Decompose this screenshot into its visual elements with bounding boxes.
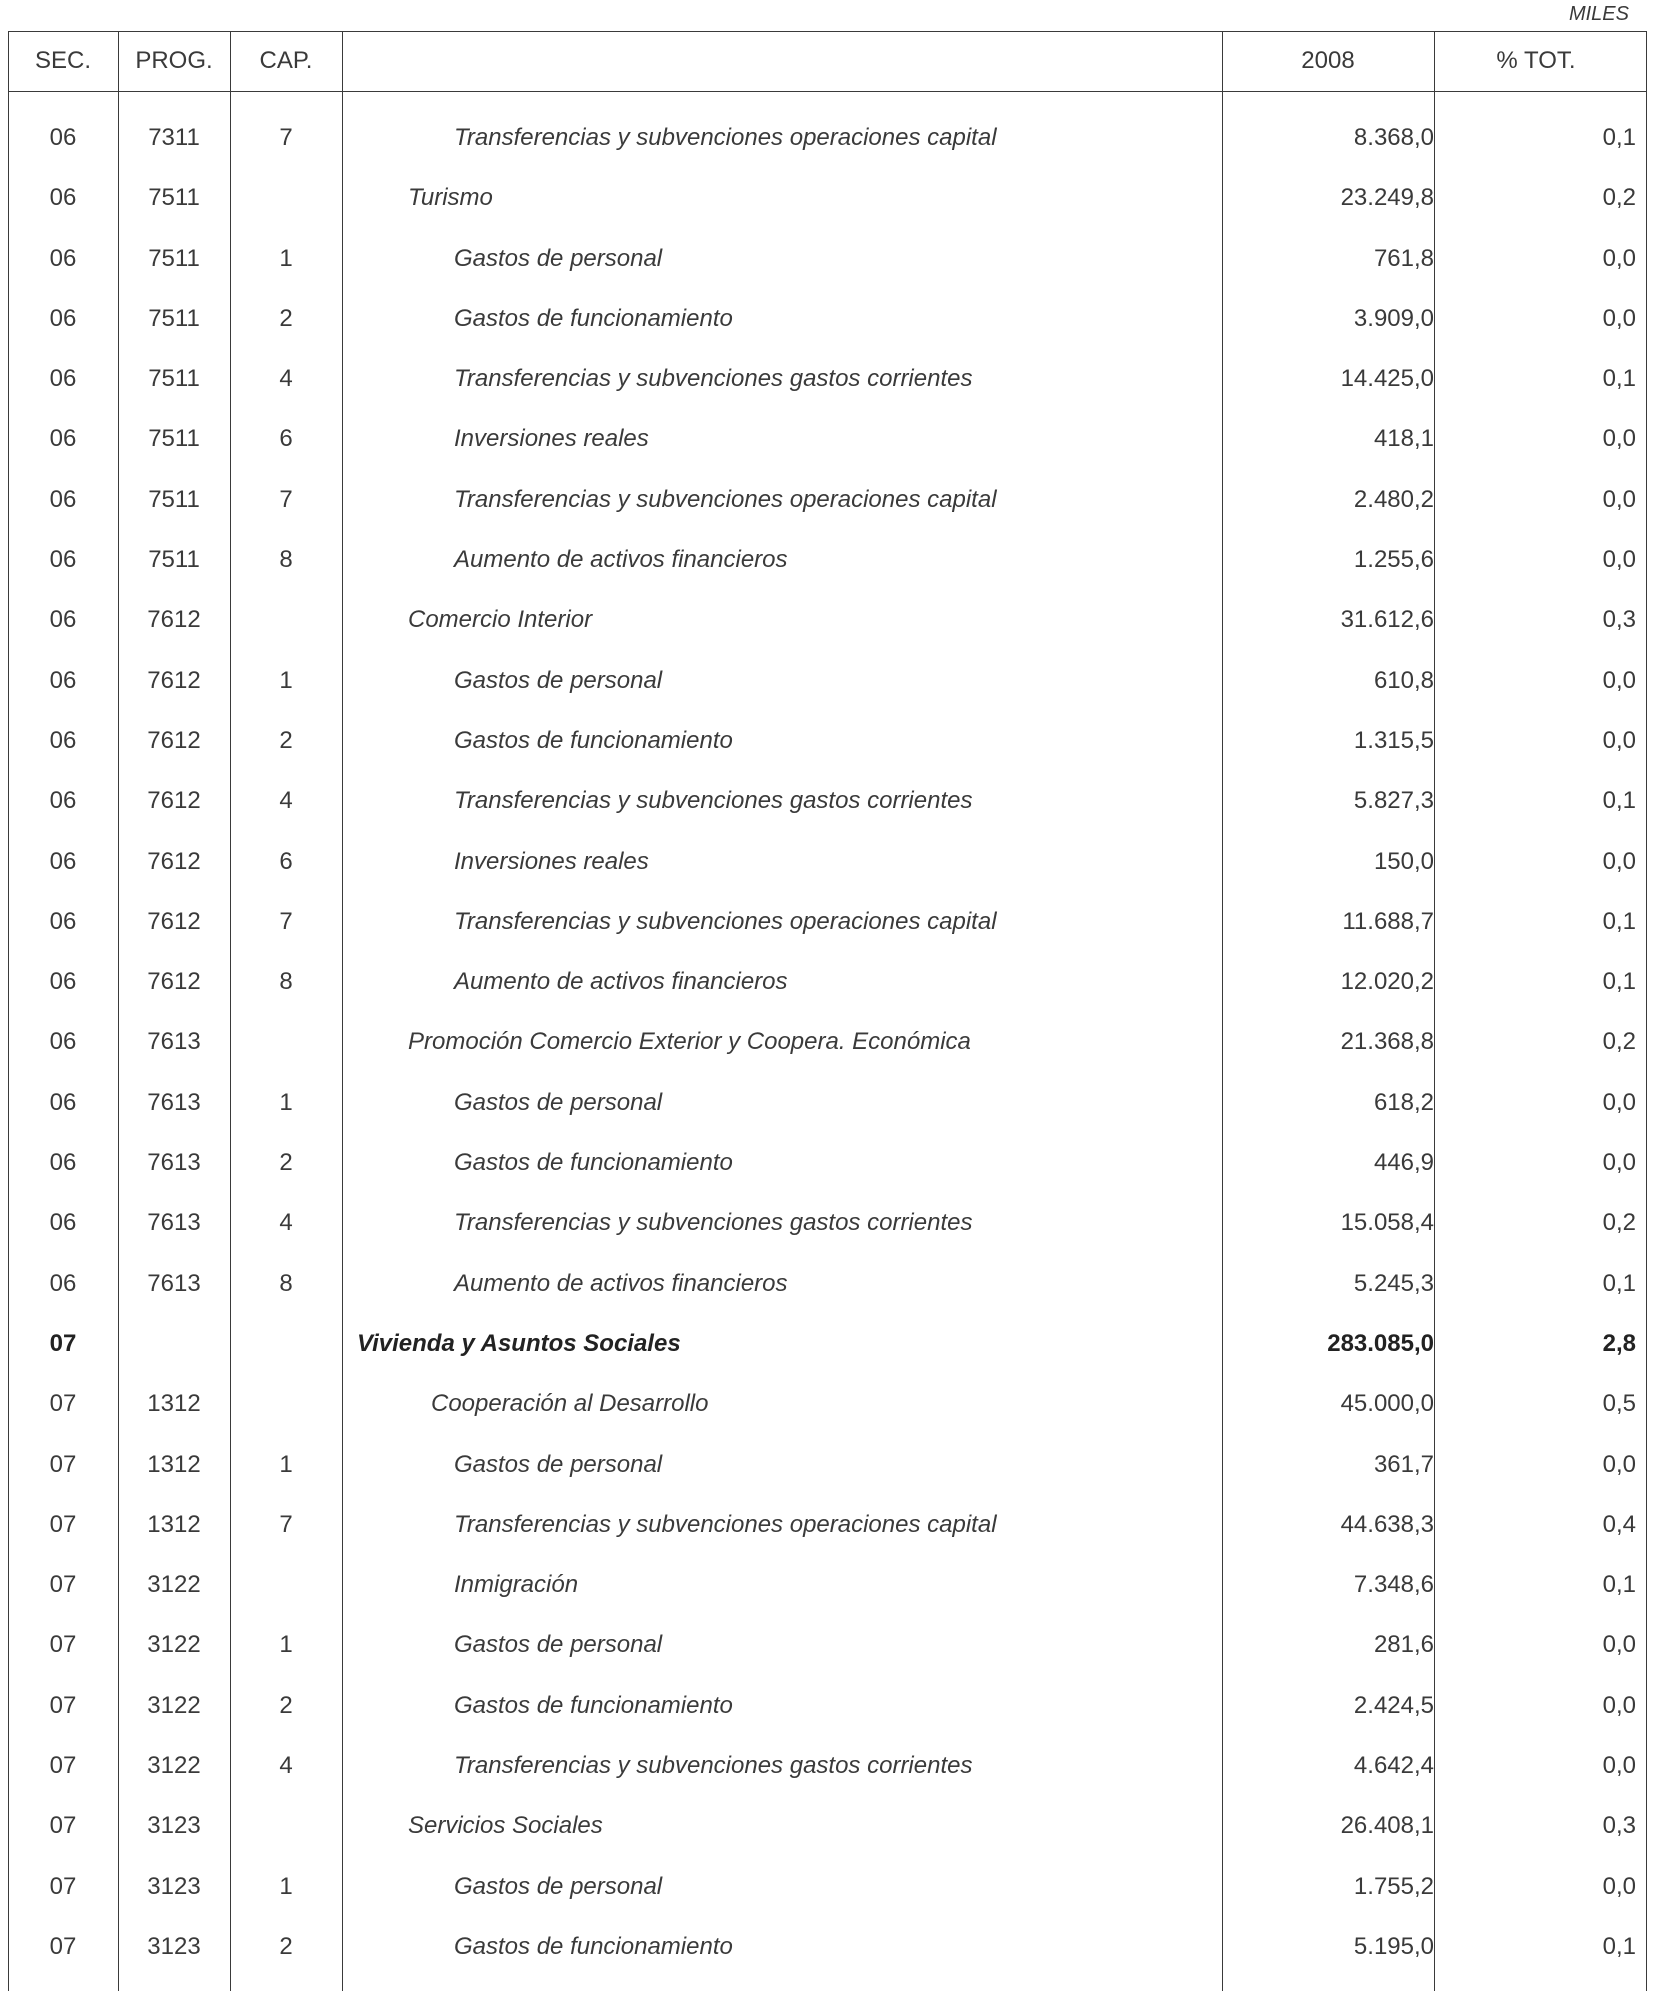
cell-prog: 7613: [147, 1149, 201, 1177]
cell-prog: 1312: [147, 1390, 201, 1418]
cell-prog: [118, 1314, 230, 1374]
cell-sec: 06: [49, 304, 77, 332]
header-year: 2008: [1301, 47, 1355, 74]
table-row: [8, 1193, 1647, 1253]
cell-value: 44.638,3: [1340, 1510, 1434, 1538]
cell-description: Gastos de personal: [454, 244, 663, 272]
cell-cap: 1: [279, 1631, 293, 1659]
cell-description: Gastos de funcionamiento: [454, 304, 733, 332]
cell-description: Transferencias y subvenciones gastos corrientes: [454, 365, 973, 393]
cell-sec: 07: [49, 1752, 77, 1780]
cell-sec: 06: [49, 1149, 77, 1177]
cell-description: Vivienda y Asuntos Sociales: [357, 1329, 681, 1357]
table-row: [8, 108, 1647, 168]
cell-prog: 7511: [148, 485, 200, 513]
cell-description: Aumento de activos financieros: [454, 968, 788, 996]
cell-value: 21.368,8: [1340, 1028, 1434, 1056]
cell-value: 3.909,0: [1353, 304, 1434, 332]
cell-value: 1.255,6: [1353, 546, 1434, 574]
cell-sec: 06: [49, 847, 77, 875]
cell-description: Transferencias y subvenciones operaciones capital: [454, 907, 997, 935]
cell-sec: 06: [49, 726, 77, 754]
cell-prog: 7511: [148, 244, 200, 272]
table-row: [8, 651, 1647, 711]
cell-description: Gastos de funcionamiento: [454, 1932, 733, 1960]
cell-prog: 1312: [147, 1510, 201, 1538]
cell-value: 150,0: [1373, 847, 1434, 875]
cell-pct: 0,4: [1602, 1510, 1636, 1538]
cell-value: 418,1: [1373, 425, 1434, 453]
cell-value: 2.424,5: [1353, 1691, 1434, 1719]
cell-prog: 3122: [147, 1631, 201, 1659]
cell-value: 8.368,0: [1353, 124, 1434, 151]
table-row: [8, 1615, 1647, 1675]
cell-description: Transferencias y subvenciones gastos corrientes: [454, 1752, 973, 1780]
table-row: [8, 1857, 1647, 1917]
cell-prog: 7612: [147, 787, 201, 815]
cell-description: Gastos de funcionamiento: [454, 1149, 733, 1177]
cell-cap: [230, 1012, 342, 1072]
cell-sec: 07: [49, 1691, 77, 1719]
cell-pct: 0,2: [1602, 1028, 1636, 1056]
cell-pct: 0,5: [1602, 1390, 1636, 1418]
table-row: [8, 530, 1647, 590]
cell-cap: 7: [279, 485, 293, 513]
table-row: [8, 952, 1647, 1012]
cell-description: Transferencias y subvenciones operaciones capital: [454, 485, 997, 513]
cell-sec: 07: [49, 1450, 77, 1478]
cell-value: 1.315,5: [1353, 726, 1434, 754]
cell-description: Inmigración: [454, 1571, 579, 1599]
cell-cap: 2: [279, 726, 293, 754]
cell-description: Gastos de funcionamiento: [454, 1691, 733, 1719]
cell-value: 1.755,2: [1353, 1872, 1434, 1900]
cell-pct: 0,0: [1602, 666, 1636, 694]
cell-pct: 0,0: [1602, 1088, 1636, 1116]
cell-prog: 3122: [147, 1691, 201, 1719]
cell-value: 446,9: [1373, 1149, 1434, 1177]
cell-value: 11.688,7: [1342, 907, 1434, 935]
cell-value: 610,8: [1373, 666, 1434, 694]
table-row: [8, 1555, 1647, 1615]
cell-prog: 7613: [147, 1088, 201, 1116]
cell-prog: 7511: [148, 365, 200, 393]
cell-description: Transferencias y subvenciones gastos corrientes: [454, 787, 973, 815]
table-body: [8, 108, 1647, 1977]
table-row: [8, 771, 1647, 831]
cell-pct: 0,0: [1602, 546, 1636, 574]
cell-pct: 0,1: [1602, 1932, 1636, 1960]
cell-value: 281,6: [1373, 1631, 1434, 1659]
cell-cap: [230, 590, 342, 650]
cell-pct: 0,0: [1602, 1752, 1636, 1780]
table-row: [8, 409, 1647, 469]
cell-cap: 8: [279, 1269, 293, 1297]
cell-description: Inversiones reales: [454, 425, 649, 453]
cell-prog: 3122: [147, 1752, 201, 1780]
cell-prog: 3123: [147, 1812, 201, 1840]
cell-sec: 06: [49, 606, 77, 634]
cell-prog: 7612: [147, 666, 201, 694]
cell-description: Aumento de activos financieros: [454, 546, 788, 574]
cell-prog: 7613: [147, 1269, 201, 1297]
cell-sec: 06: [49, 1088, 77, 1116]
cell-pct: 0,0: [1602, 847, 1636, 875]
cell-value: 26.408,1: [1340, 1812, 1434, 1840]
cell-pct: 0,3: [1602, 1812, 1636, 1840]
cell-sec: 06: [49, 546, 77, 574]
cell-cap: 2: [279, 1691, 293, 1719]
table-row: [8, 1736, 1647, 1796]
cell-cap: 7: [279, 907, 293, 935]
cell-prog: 3122: [147, 1571, 201, 1599]
cell-sec: 07: [49, 1390, 77, 1418]
header-cap: CAP.: [259, 47, 313, 74]
header-prog: PROG.: [135, 47, 213, 74]
cell-cap: 1: [279, 1872, 293, 1900]
cell-description: Promoción Comercio Exterior y Coopera. Económica: [408, 1028, 971, 1056]
cell-pct: 0,1: [1602, 365, 1636, 393]
cell-prog: 7511: [148, 546, 200, 574]
table-row: [8, 1495, 1647, 1555]
cell-cap: 7: [279, 124, 293, 151]
cell-cap: 1: [279, 244, 293, 272]
cell-pct: 0,1: [1602, 968, 1636, 996]
cell-value: 5.827,3: [1353, 787, 1434, 815]
table-row: [8, 590, 1647, 650]
cell-pct: 0,2: [1602, 184, 1636, 212]
cell-sec: 06: [49, 1209, 77, 1237]
cell-description: Aumento de activos financieros: [454, 1269, 788, 1297]
table-row: [8, 1133, 1647, 1193]
cell-prog: 1312: [147, 1450, 201, 1478]
cell-sec: 06: [49, 1028, 77, 1056]
cell-value: 2.480,2: [1353, 485, 1434, 513]
cell-value: 283.085,0: [1327, 1329, 1434, 1357]
table-row: [8, 168, 1647, 228]
cell-sec: 07: [49, 1812, 77, 1840]
header-pct: % TOT.: [1496, 47, 1576, 74]
cell-prog: 7612: [147, 968, 201, 996]
cell-pct: 0,1: [1602, 787, 1636, 815]
cell-sec: 06: [49, 968, 77, 996]
cell-pct: 0,0: [1602, 485, 1636, 513]
table-row: [8, 289, 1647, 349]
cell-cap: 4: [279, 1752, 293, 1780]
cell-cap: [230, 1555, 342, 1615]
cell-description: Turismo: [408, 184, 493, 212]
cell-value: 5.195,0: [1353, 1932, 1434, 1960]
cell-description: Gastos de personal: [454, 666, 663, 694]
cell-sec: 06: [49, 244, 77, 272]
cell-cap: [230, 168, 342, 228]
table-row: [8, 1012, 1647, 1072]
cell-pct: 0,0: [1602, 244, 1636, 272]
cell-description: Gastos de personal: [454, 1088, 663, 1116]
table-row: [8, 1073, 1647, 1133]
cell-value: 12.020,2: [1340, 968, 1434, 996]
cell-cap: 4: [279, 365, 293, 393]
table-row: [8, 892, 1647, 952]
cell-sec: 06: [49, 1269, 77, 1297]
cell-value: 31.612,6: [1340, 606, 1434, 634]
table-row: [8, 1676, 1647, 1736]
table-row: [8, 711, 1647, 771]
header-sec: SEC.: [34, 47, 91, 74]
cell-sec: 07: [49, 1872, 77, 1900]
cell-description: Transferencias y subvenciones operaciones capital: [454, 1510, 997, 1538]
cell-cap: 7: [279, 1510, 293, 1538]
cell-cap: 1: [279, 1088, 293, 1116]
cell-value: 5.245,3: [1353, 1269, 1434, 1297]
table-row: [8, 229, 1647, 289]
table-row: [8, 1314, 1647, 1374]
cell-value: 23.249,8: [1340, 184, 1434, 212]
cell-description: Gastos de personal: [454, 1450, 663, 1478]
cell-prog: 7311: [148, 124, 200, 151]
cell-cap: 2: [279, 1149, 293, 1177]
cell-value: 4.642,4: [1353, 1752, 1434, 1780]
cell-pct: 0,0: [1602, 1149, 1636, 1177]
cell-prog: 7613: [147, 1028, 201, 1056]
cell-sec: 06: [49, 425, 77, 453]
cell-sec: 06: [49, 787, 77, 815]
units-label: MILES: [1568, 3, 1629, 25]
cell-pct: 2,8: [1602, 1329, 1636, 1357]
cell-prog: 7612: [147, 847, 201, 875]
table-row: [8, 349, 1647, 409]
cell-pct: 0,0: [1602, 726, 1636, 754]
cell-pct: 0,1: [1602, 1571, 1636, 1599]
cell-value: 15.058,4: [1340, 1209, 1434, 1237]
cell-description: Cooperación al Desarrollo: [431, 1390, 709, 1418]
cell-prog: 7613: [147, 1209, 201, 1237]
cell-sec: 06: [49, 907, 77, 935]
cell-value: 761,8: [1373, 244, 1434, 272]
cell-sec: 06: [49, 365, 77, 393]
table-row: [8, 470, 1647, 530]
cell-pct: 0,0: [1602, 1631, 1636, 1659]
cell-cap: [230, 1374, 342, 1434]
cell-sec: 07: [49, 1631, 77, 1659]
cell-prog: 7612: [147, 606, 201, 634]
cell-cap: 2: [279, 304, 293, 332]
cell-sec: 06: [49, 184, 77, 212]
cell-pct: 0,0: [1602, 304, 1636, 332]
cell-value: 618,2: [1373, 1088, 1434, 1116]
cell-pct: 0,3: [1602, 606, 1636, 634]
cell-description: Transferencias y subvenciones gastos corrientes: [454, 1209, 973, 1237]
header-description: [342, 31, 1222, 91]
header-divider: [8, 91, 1647, 92]
cell-prog: 3123: [147, 1932, 201, 1960]
cell-prog: 7511: [148, 184, 200, 212]
cell-description: Comercio Interior: [408, 606, 593, 634]
cell-cap: [230, 1314, 342, 1374]
cell-cap: 4: [279, 787, 293, 815]
cell-value: 45.000,0: [1340, 1390, 1434, 1418]
cell-prog: 7612: [147, 907, 201, 935]
cell-sec: 07: [49, 1932, 77, 1960]
cell-pct: 0,0: [1602, 1691, 1636, 1719]
cell-cap: 6: [279, 847, 293, 875]
cell-value: 361,7: [1373, 1450, 1434, 1478]
cell-sec: 06: [49, 485, 77, 513]
cell-sec: 07: [49, 1329, 77, 1357]
table-row: [8, 1435, 1647, 1495]
cell-cap: 1: [279, 1450, 293, 1478]
cell-description: Inversiones reales: [454, 847, 649, 875]
cell-pct: 0,0: [1602, 1450, 1636, 1478]
cell-description: Gastos de personal: [454, 1872, 663, 1900]
table-row: [8, 1254, 1647, 1314]
cell-cap: 8: [279, 546, 293, 574]
cell-cap: 6: [279, 425, 293, 453]
cell-cap: 2: [279, 1932, 293, 1960]
cell-pct: 0,0: [1602, 425, 1636, 453]
cell-cap: 8: [279, 968, 293, 996]
cell-prog: 7511: [148, 304, 200, 332]
cell-pct: 0,2: [1602, 1209, 1636, 1237]
cell-sec: 06: [49, 124, 77, 151]
cell-description: Servicios Sociales: [408, 1812, 603, 1840]
cell-prog: 3123: [147, 1872, 201, 1900]
cell-pct: 0,0: [1602, 1872, 1636, 1900]
cell-sec: 07: [49, 1510, 77, 1538]
cell-value: 14.425,0: [1340, 365, 1434, 393]
cell-pct: 0,1: [1602, 1269, 1636, 1297]
cell-sec: 07: [49, 1571, 77, 1599]
cell-prog: 7612: [147, 726, 201, 754]
cell-description: Gastos de personal: [454, 1631, 663, 1659]
cell-sec: 06: [49, 666, 77, 694]
cell-description: Gastos de funcionamiento: [454, 726, 733, 754]
cell-cap: 1: [279, 666, 293, 694]
cell-cap: 4: [279, 1209, 293, 1237]
table-row: [8, 1796, 1647, 1856]
cell-pct: 0,1: [1602, 124, 1636, 151]
cell-cap: [230, 1796, 342, 1856]
cell-pct: 0,1: [1602, 907, 1636, 935]
table-row: [8, 1917, 1647, 1977]
table-row: [8, 1374, 1647, 1434]
cell-prog: 7511: [148, 425, 200, 453]
table-row: [8, 832, 1647, 892]
cell-description: Transferencias y subvenciones operaciones capital: [454, 124, 997, 151]
cell-value: 7.348,6: [1353, 1571, 1434, 1599]
